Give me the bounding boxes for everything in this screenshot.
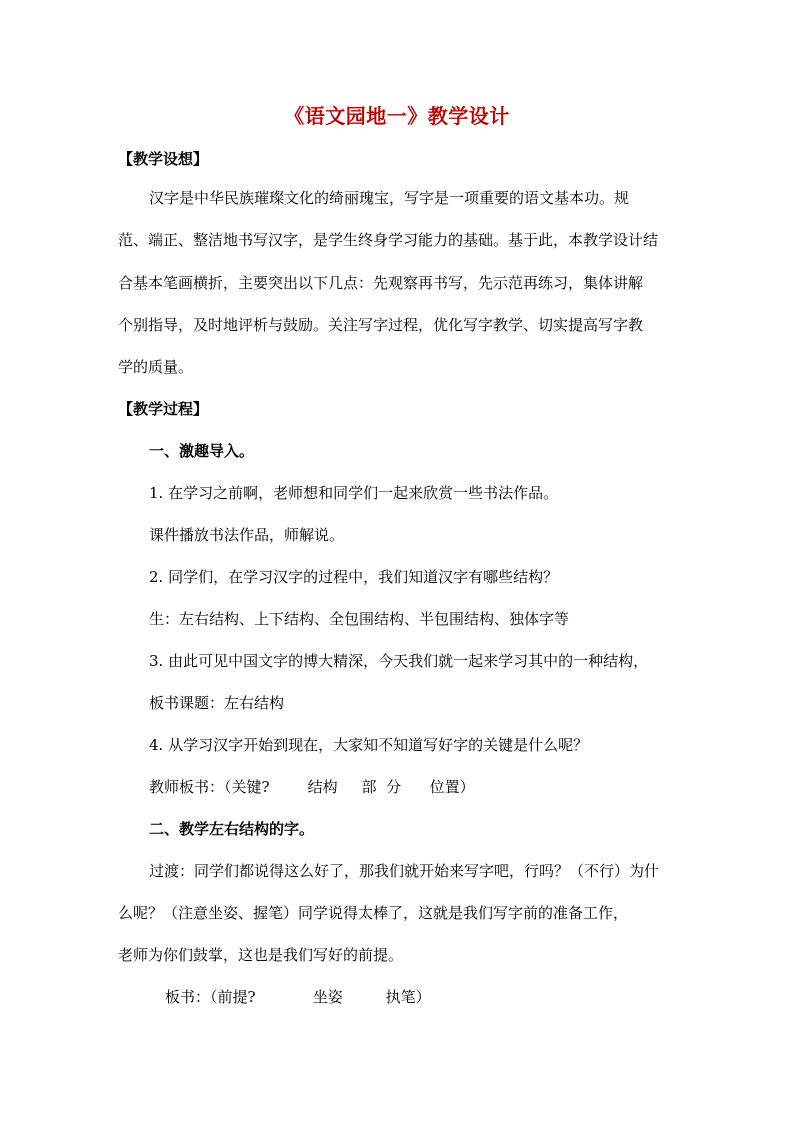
list-item: 板书课题：左右结构: [149, 694, 285, 712]
subheading-left-right: 二、教学左右结构的字。: [149, 820, 315, 838]
section-heading-process: 【教学过程】: [118, 400, 209, 418]
list-item: 教师板书：（关键? 结构 部 分 位置）: [149, 778, 475, 796]
list-item: 4. 从学习汉字开始到现在，大家知不知道写好字的关键是什么呢？: [149, 736, 589, 754]
paragraph-line: 汉字是中华民族璀璨文化的绮丽瑰宝，写字是一项重要的语文基本功。规: [149, 189, 630, 207]
list-item: 老师为你们鼓掌，这也是我们写好的前提。: [118, 946, 404, 964]
section-heading-design: 【教学设想】: [118, 150, 209, 168]
list-item: 3. 由此可见中国文字的博大精深，今天我们就一起来学习其中的一种结构，: [149, 652, 649, 670]
list-item: 过渡：同学们都说得这么好了，那我们就开始来写字吧，行吗？（不行）为什: [149, 862, 660, 880]
list-item: 2. 同学们，在学习汉字的过程中，我们知道汉字有哪些结构？: [149, 568, 559, 586]
list-item: 1. 在学习之前啊，老师想和同学们一起来欣赏一些书法作品。: [149, 484, 559, 502]
subheading-intro: 一、激趣导入。: [149, 442, 255, 460]
paragraph-line: 学的质量。: [118, 358, 194, 376]
paragraph-line: 合基本笔画横折，主要突出以下几点：先观察再书写，先示范再练习，集体讲解: [118, 274, 644, 292]
paragraph-line: 范、端正、整洁地书写汉字，是学生终身学习能力的基础。基于此，本教学设计结: [118, 231, 659, 249]
list-item: 生：左右结构、上下结构、全包围结构、半包围结构、独体字等: [149, 610, 570, 628]
document-title: 《语文园地一》教学设计: [284, 104, 510, 128]
list-item: 课件播放书法作品，师解说。: [149, 526, 345, 544]
paragraph-line: 个别指导，及时地评析与鼓励。关注写字过程，优化写字教学、切实提高写字教: [118, 316, 644, 334]
list-item: 板书：（前提? 坐姿 执笔）: [165, 988, 431, 1006]
list-item: 么呢？（注意坐姿、握笔）同学说得太棒了，这就是我们写字前的准备工作，: [118, 904, 629, 922]
